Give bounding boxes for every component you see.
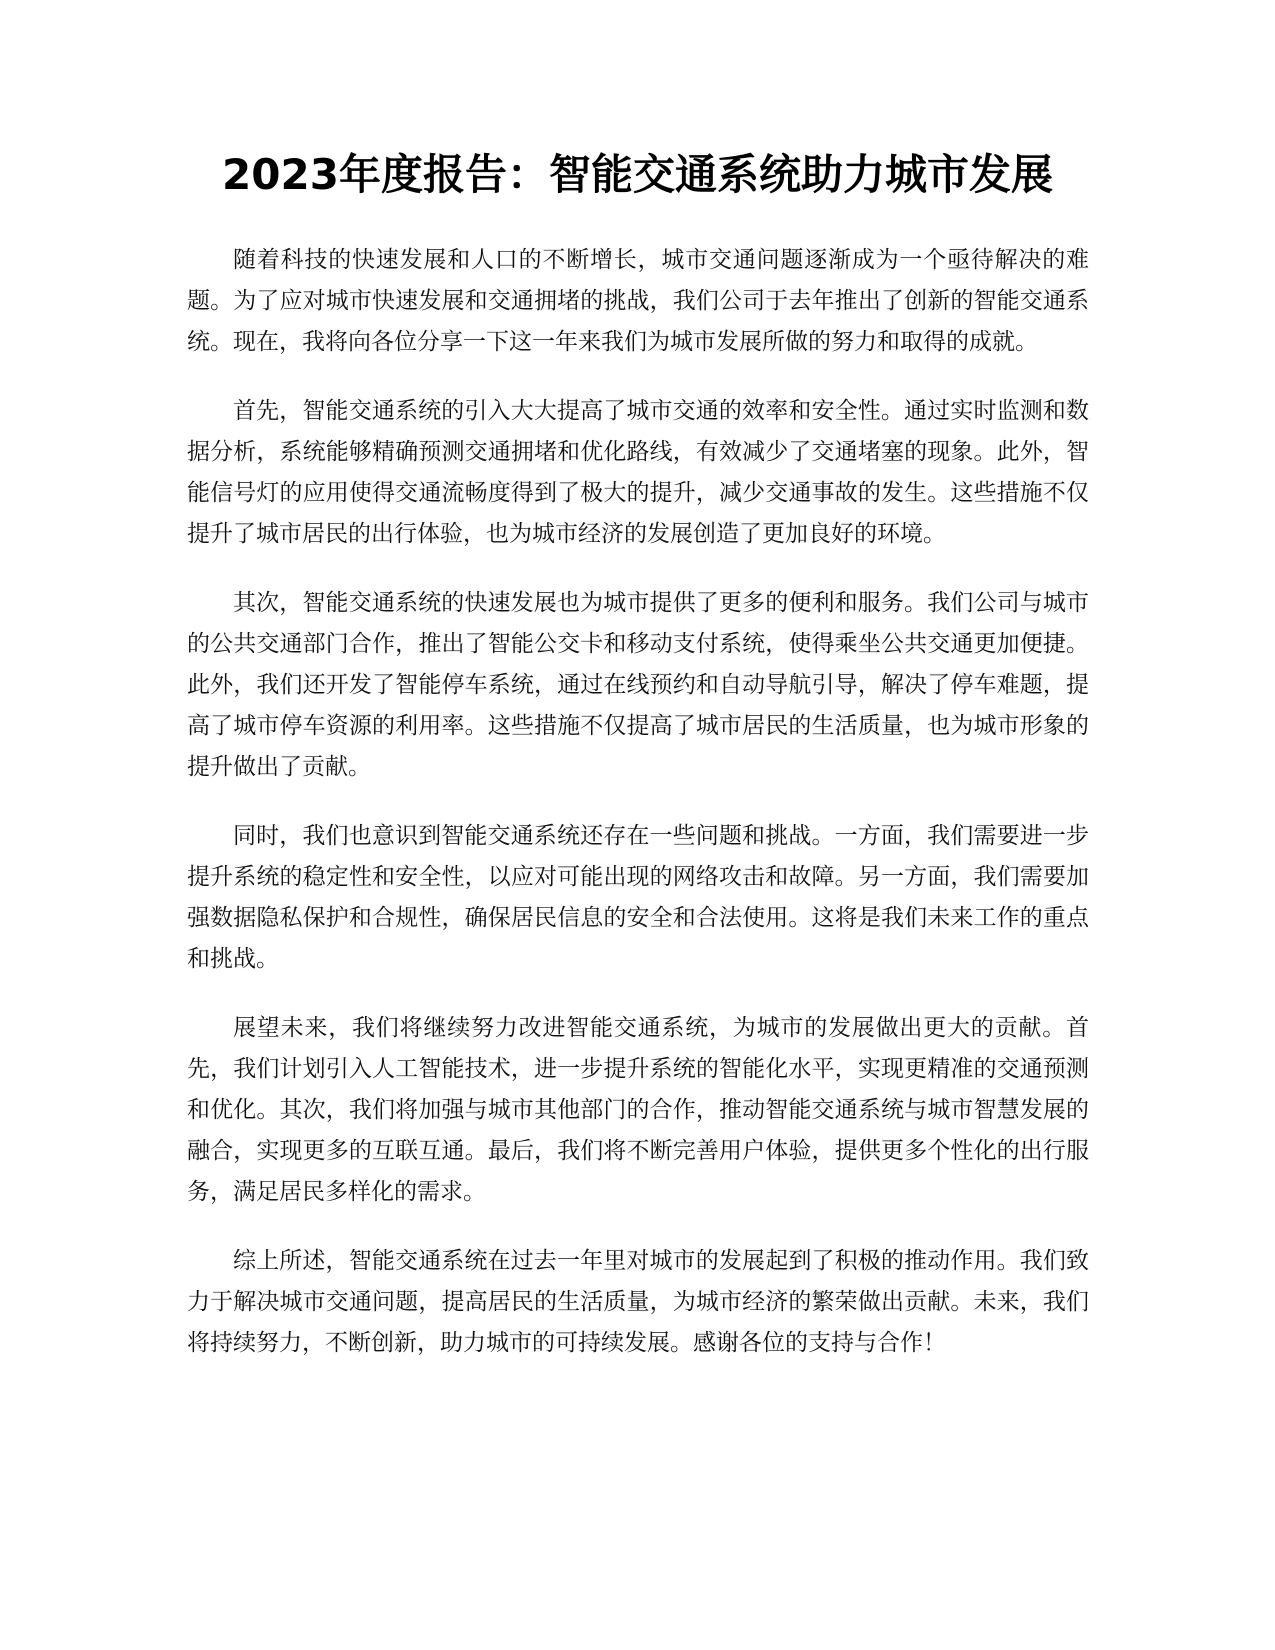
document-title: 2023年度报告：智能交通系统助力城市发展	[222, 150, 1053, 199]
paragraph-services: 其次，智能交通系统的快速发展也为城市提供了更多的便利和服务。我们公司与城市的公共交通部门合作，推出了智能公交卡和移动支付系统，使得乘坐公共交通更加便捷。此外，我们还开发了智能停车系统，通过在线预约和自动导航引导，解决了停车难题，提高了城市停车资源的利用率。这些措施不仅提高了城市居民的生活质量，也为城市形象的提升做出了贡献。	[187, 590, 1089, 780]
paragraph-conclusion: 综上所述，智能交通系统在过去一年里对城市的发展起到了积极的推动作用。我们致力于解决城市交通问题，提高居民的生活质量，为城市经济的繁荣做出贡献。未来，我们将持续努力，不断创新，助力城市的可持续发展。感谢各位的支持与合作！	[187, 1248, 1089, 1356]
paragraph-outlook: 展望未来，我们将继续努力改进智能交通系统，为城市的发展做出更大的贡献。首先，我们计划引入人工智能技术，进一步提升系统的智能化水平，实现更精准的交通预测和优化。其次，我们将加强与城市其他部门的合作，推动智能交通系统与城市智慧发展的融合，实现更多的互联互通。最后，我们将不断完善用户体验，提供更多个性化的出行服务，满足居民多样化的需求。	[187, 1015, 1089, 1205]
paragraph-challenges: 同时，我们也意识到智能交通系统还存在一些问题和挑战。一方面，我们需要进一步提升系统的稳定性和安全性，以应对可能出现的网络攻击和故障。另一方面，我们需要加强数据隐私保护和合规性，确保居民信息的安全和合法使用。这将是我们未来工作的重点和挑战。	[187, 823, 1089, 972]
paragraph-intro: 随着科技的快速发展和人口的不断增长，城市交通问题逐渐成为一个亟待解决的难题。为了应对城市快速发展和交通拥堵的挑战，我们公司于去年推出了创新的智能交通系统。现在，我将向各位分享一下这一年来我们为城市发展所做的努力和取得的成就。	[187, 247, 1089, 355]
document-body	[187, 240, 1089, 1392]
paragraph-efficiency: 首先，智能交通系统的引入大大提高了城市交通的效率和安全性。通过实时监测和数据分析，系统能够精确预测交通拥堵和优化路线，有效减少了交通堵塞的现象。此外，智能信号灯的应用使得交通流畅度得到了极大的提升，减少交通事故的发生。这些措施不仅提升了城市居民的出行体验，也为城市经济的发展创造了更加良好的环境。	[187, 398, 1089, 547]
